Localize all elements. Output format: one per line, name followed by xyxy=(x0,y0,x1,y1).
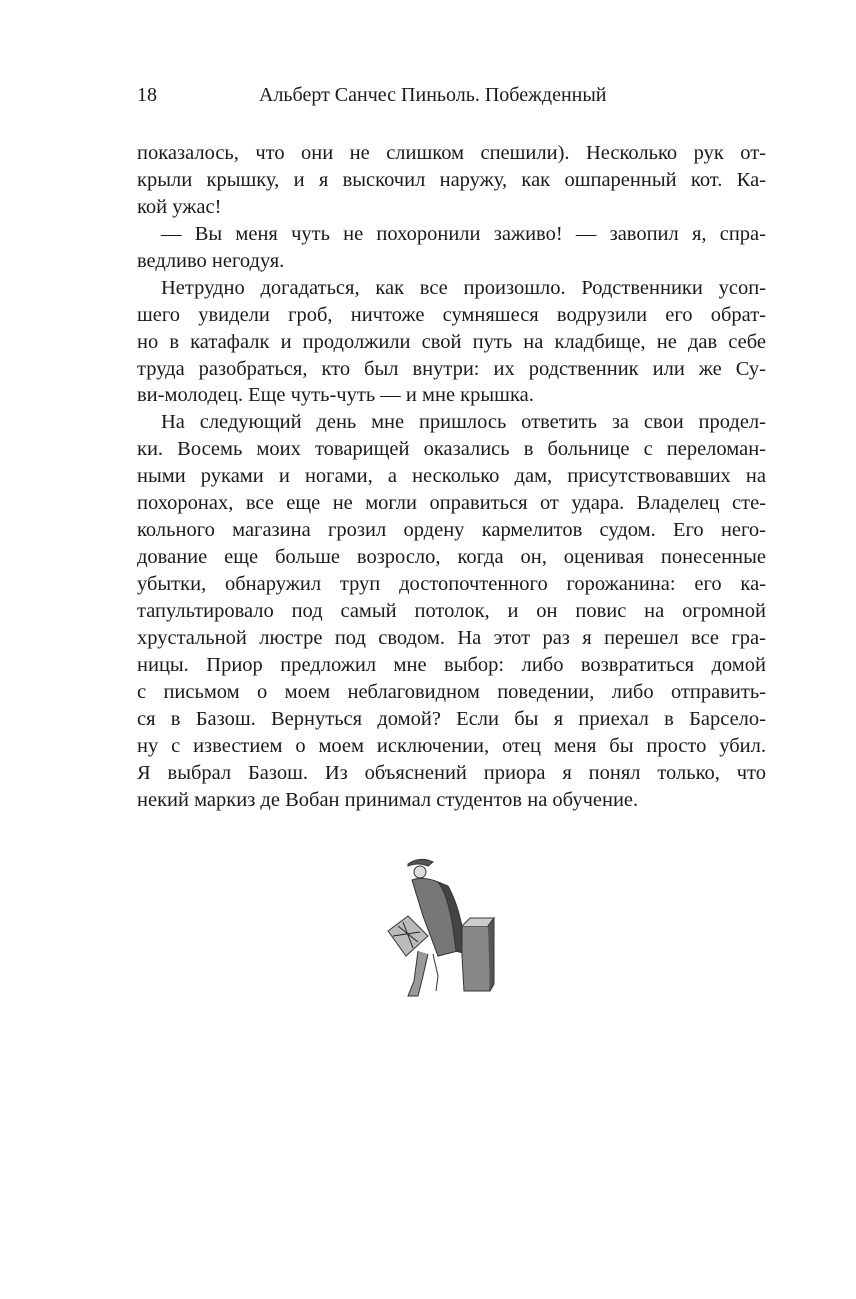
running-header xyxy=(137,84,766,114)
running-title: Альберт Санчес Пиньоль. Побежденный xyxy=(259,84,607,106)
text-line: убытки, обнаружил труп достопочтенного горожанина: его ка- xyxy=(137,573,766,595)
text-line: шего увидели гроб, ничтоже сумняшеся водрузили его обрат- xyxy=(137,303,766,326)
text-line: ведливо негодуя. xyxy=(137,249,285,272)
text-line: с письмом о моем неблаговидном поведении, либо отправить- xyxy=(137,680,766,703)
text-line: кой ужас! xyxy=(137,195,222,218)
engraving-illustration xyxy=(378,856,498,1001)
text-line: ся в Базош. Вернуться домой? Если бы я приехал в Барсело- xyxy=(137,707,766,730)
text-line: хрустальной люстре под сводом. На этот раз я перешел все гра- xyxy=(137,626,766,649)
text-line: ви-молодец. Еще чуть-чуть — и мне крышка. xyxy=(137,384,534,407)
text-line: ки. Восемь моих товарищей оказались в больнице с переломан- xyxy=(137,438,766,461)
text-line: показалось, что они не слишком спешили). Несколько рук от- xyxy=(137,142,766,164)
text-line: похоронах, все еще не могли оправиться от удара. Владелец сте- xyxy=(137,492,766,515)
text-line: ными руками и ногами, а несколько дам, присутствовавших на xyxy=(137,465,766,488)
text-line: ницы. Приор предложил мне выбор: либо возвратиться домой xyxy=(137,653,766,676)
page-number: 18 xyxy=(137,84,157,106)
text-line: труда разобраться, кто был внутри: их родственник или же Су- xyxy=(137,357,766,380)
text-line: некий маркиз де Вобан принимал студентов на обучение. xyxy=(137,788,639,811)
text-line: крыли крышку, и я выскочил наружу, как ошпаренный кот. Ка- xyxy=(137,168,766,191)
text-line: ну с известием о моем исключении, отец меня бы просто убил. xyxy=(137,734,766,757)
text-line: — Вы меня чуть не похоронили заживо! — завопил я, спра- xyxy=(161,222,766,245)
text-line: На следующий день мне пришлось ответить за свои продел- xyxy=(161,411,766,434)
text-line: дование еще больше возросло, когда он, оценивая понесенные xyxy=(137,546,766,569)
body-text xyxy=(137,140,766,813)
text-line: Нетрудно догадаться, как все произошло. Родственники усоп- xyxy=(161,276,766,299)
text-line: кольного магазина грозил ордену кармелитов судом. Его него- xyxy=(137,519,766,542)
text-line: тапультировало под самый потолок, и он повис на огромной xyxy=(137,599,766,622)
text-line: Я выбрал Базош. Из объяснений приора я понял только, что xyxy=(137,761,766,784)
text-line: но в катафалк и продолжили свой путь на кладбище, не дав себе xyxy=(137,330,766,353)
